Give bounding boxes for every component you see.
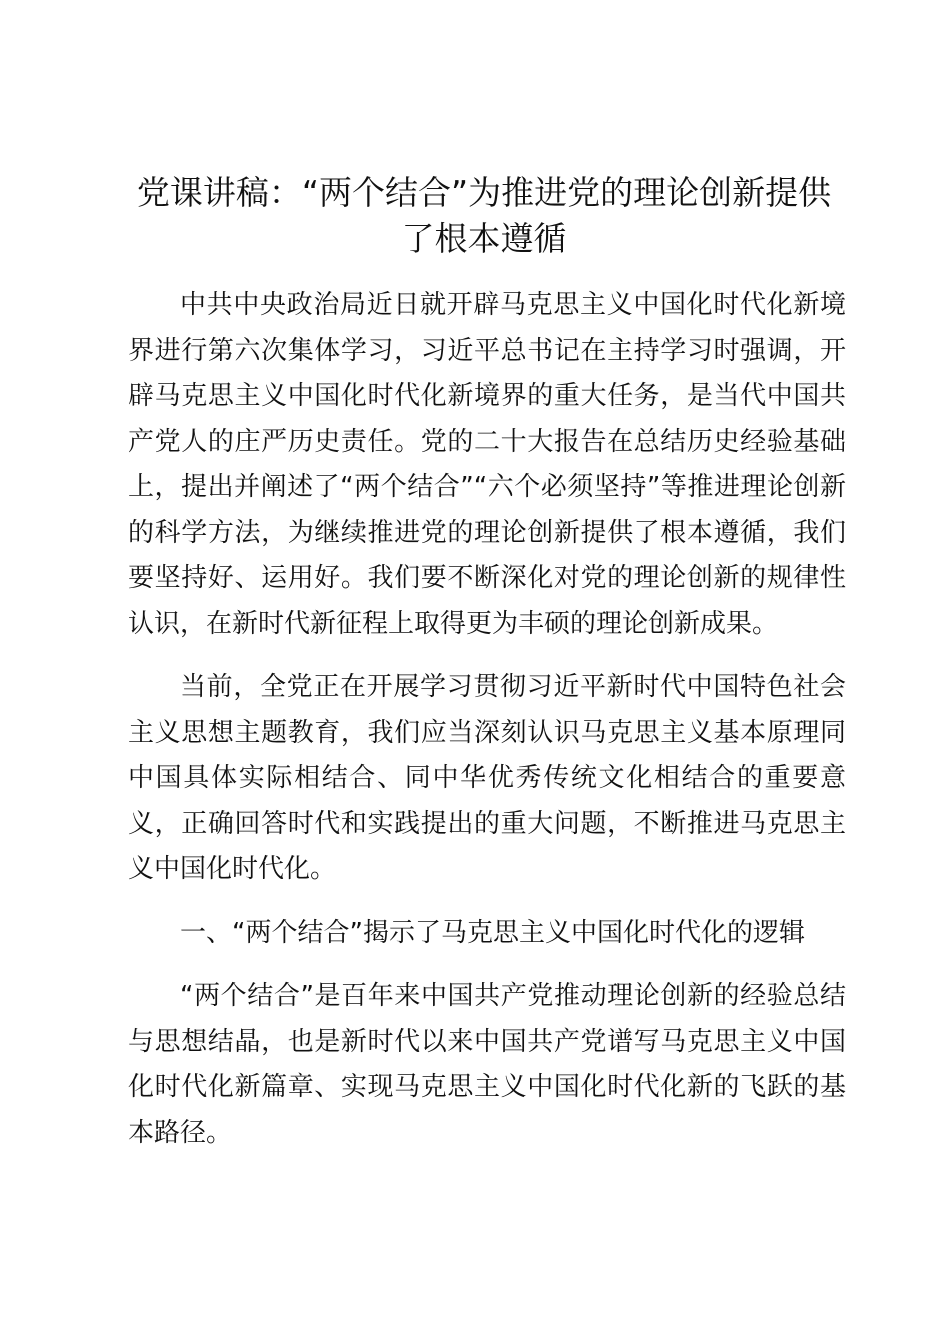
document-title: 党课讲稿：“两个结合”为推进党的理论创新提供了根本遵循 [136,173,832,258]
paragraph: 当前，全党正在开展学习贯彻习近平新时代中国特色社会主义思想主题教育，我们应当深刻认识马克思主义基本原理同中国具体实际相结合、同中华优秀传统文化相结合的重要意义，正确回答时代和实践提出的重大问题，不断推进马克思主义中国化时代化。 [128,672,846,884]
paragraph: 中共中央政治局近日就开辟马克思主义中国化时代化新境界进行第六次集体学习，习近平总书记在主持学习时强调，开辟马克思主义中国化时代化新境界的重大任务，是当代中国共产党人的庄严历史责任。党的二十大报告在总结历史经验基础上，提出并阐述了“两个结合”“六个必须坚持”等推进理论创新的科学方法，为继续推进党的理论创新提供了根本遵循，我们要坚持好、运用好。我们要不断深化对党的理论创新的规律性认识，在新时代新征程上取得更为丰硕的理论创新成果。 [128,290,846,639]
paragraph: “两个结合”是百年来中国共产党推动理论创新的经验总结与思想结晶，也是新时代以来中国共产党谱写马克思主义中国化时代化新篇章、实现马克思主义中国化时代化新的飞跃的基本路径。 [128,981,846,1148]
section-heading: 一、“两个结合”揭示了马克思主义中国化时代化的逻辑 [180,918,805,948]
